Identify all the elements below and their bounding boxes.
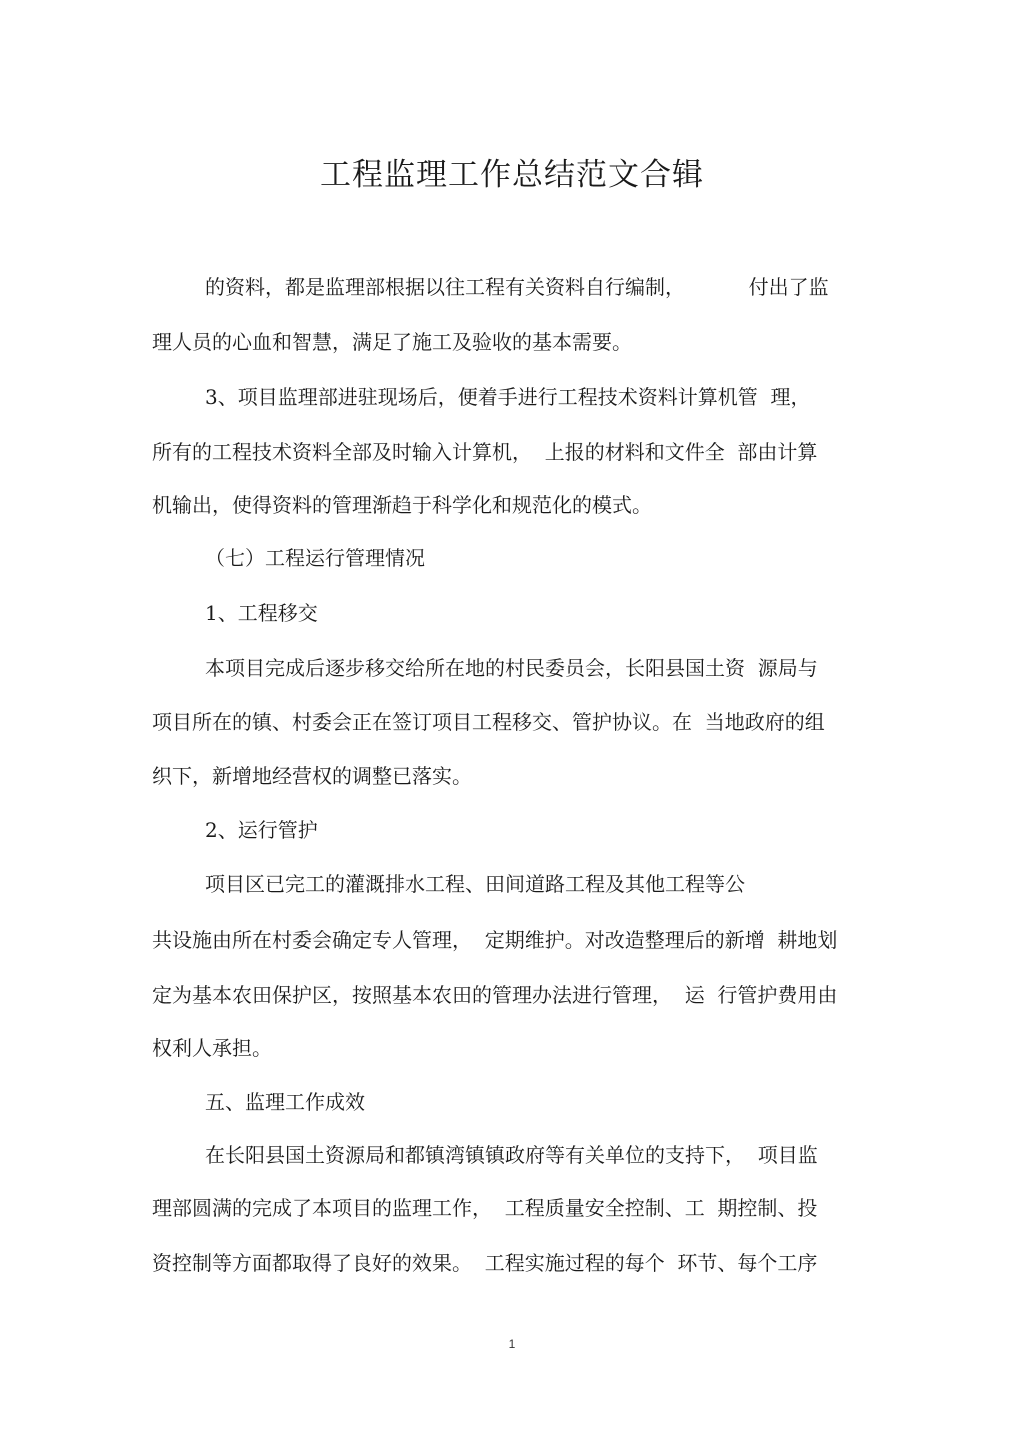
text-line: 所有的工程技术资料全部及时输入计算机， 上报的材料和文件全 部由计算 <box>152 440 818 464</box>
text-line: 资控制等方面都取得了良好的效果。 工程实施过程的每个 环节、每个工序 <box>152 1251 818 1275</box>
text-line: 定为基本农田保护区，按照基本农田的管理办法进行管理， 运 行管护费用由 <box>152 983 838 1007</box>
text-line: 在长阳县国土资源局和都镇湾镇镇政府等有关单位的支持下， 项目监 <box>205 1143 818 1167</box>
document-title: 工程监理工作总结范文合辑 <box>320 157 704 193</box>
text-line: 机输出，使得资料的管理渐趋于科学化和规范化的模式。 <box>152 493 652 517</box>
text-line: 项目所在的镇、村委会正在签订项目工程移交、管护协议。在 当地政府的组 <box>152 710 825 734</box>
text-line: 理部圆满的完成了本项目的监理工作， 工程质量安全控制、工 期控制、投 <box>152 1196 818 1220</box>
text-line: 本项目完成后逐步移交给所在地的村民委员会，长阳县国土资 源局与 <box>205 656 818 680</box>
section-heading: 五、监理工作成效 <box>205 1090 365 1114</box>
text-line: 理人员的心血和智慧，满足了施工及验收的基本需要。 <box>152 330 632 354</box>
section-heading: （七）工程运行管理情况 <box>205 546 425 570</box>
text-line: 3、项目监理部进驻现场后，便着手进行工程技术资料计算机管 理， <box>205 385 811 409</box>
subsection-heading: 2、运行管护 <box>205 818 318 842</box>
text-line: 项目区已完工的灌溉排水工程、田间道路工程及其他工程等公 <box>205 872 745 896</box>
page-number: 1 <box>508 1337 516 1351</box>
text-line: 共设施由所在村委会确定专人管理， 定期维护。对改造整理后的新增 耕地划 <box>152 928 838 952</box>
text-line: 织下，新增地经营权的调整已落实。 <box>152 764 472 788</box>
text-line: 的资料，都是监理部根据以往工程有关资料自行编制， 付出了监 <box>205 275 829 299</box>
text-line: 权利人承担。 <box>152 1036 272 1060</box>
subsection-heading: 1、工程移交 <box>205 601 318 625</box>
